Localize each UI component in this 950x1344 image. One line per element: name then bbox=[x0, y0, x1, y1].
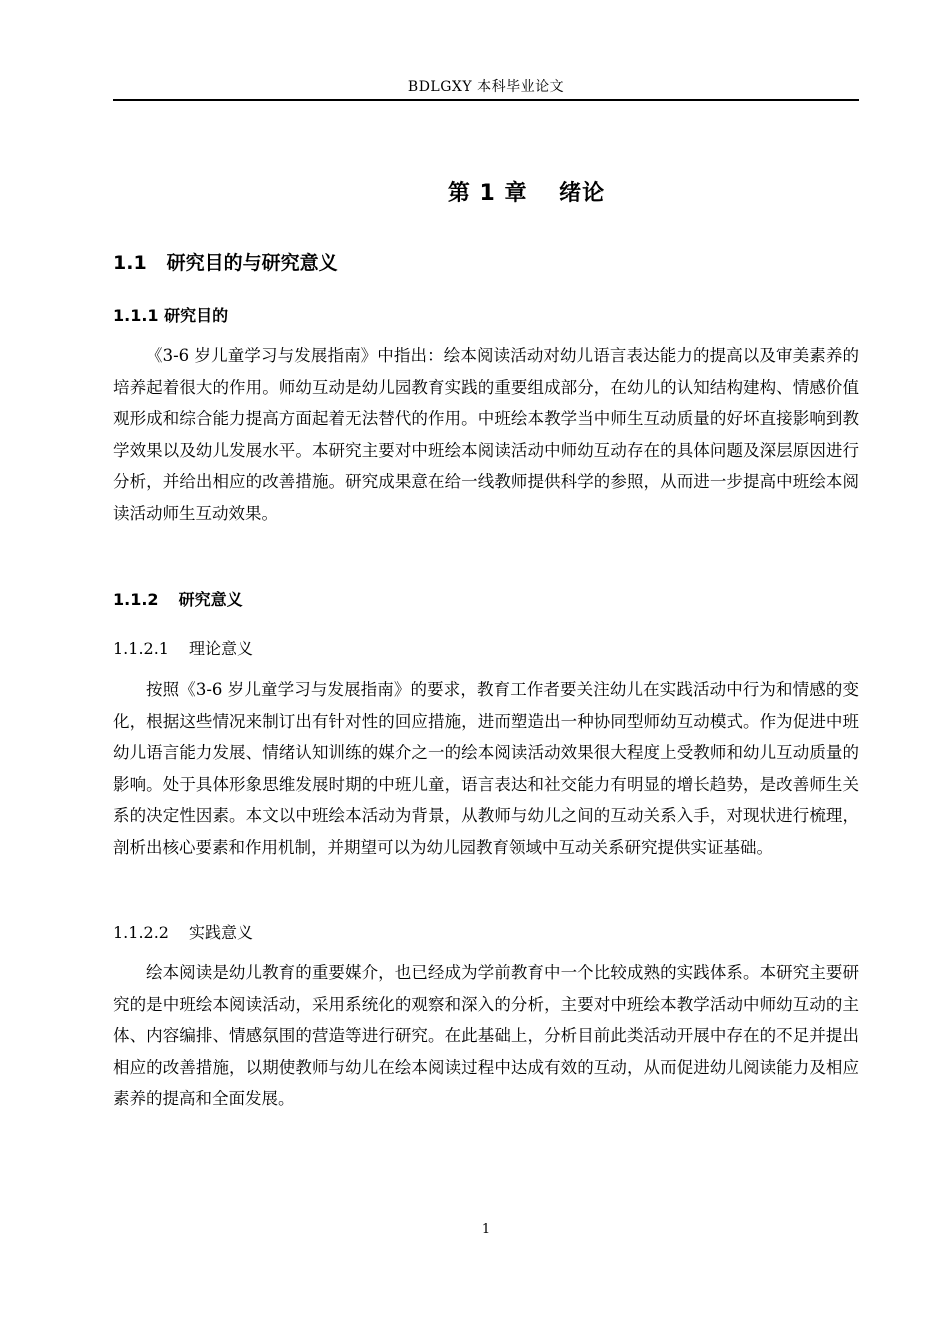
section-heading-1-1 bbox=[113, 248, 338, 275]
page-number: 1 bbox=[481, 1222, 491, 1237]
section-title: 实践意义 bbox=[188, 923, 253, 942]
section-heading-1-1-2 bbox=[113, 587, 243, 610]
section-title: 研究意义 bbox=[178, 590, 243, 609]
section-number: 1.1.2.2 bbox=[113, 923, 169, 942]
paragraph-research-purpose: 《3-6 岁儿童学习与发展指南》中指出：绘本阅读活动对幼儿语言表达能力的提高以及审美素养的培养起着很大的作用。师幼互动是幼儿园教育实践的重要组成部分，在幼儿的认知结构建构、情感价值观形成和综合能力提高方面起着无法替代的作用。中班绘本教学当中师生互动质量的好坏直接影响到教学效果以及幼儿发展水平。本研究主要对中班绘本阅读活动中师幼互动存在的具体问题及深层原因进行分析，并给出相应的改善措施。研究成果意在给一线教师提供科学的参照，从而进一步提高中班绘本阅读活动师生互动效果。 bbox=[113, 346, 859, 523]
paragraph-theoretical-significance: 按照《3-6 岁儿童学习与发展指南》的要求，教育工作者要关注幼儿在实践活动中行为和情感的变化，根据这些情况来制订出有针对性的回应措施，进而塑造出一种协同型师幼互动模式。作为促进中班幼儿语言能力发展、情绪认知训练的媒介之一的绘本阅读活动效果很大程度上受教师和幼儿互动质量的影响。处于具体形象思维发展时期的中班儿童，语言表达和社交能力有明显的增长趋势，是改善师生关系的决定性因素。本文以中班绘本活动为背景，从教师与幼儿之间的互动关系入手，对现状进行梳理，剖析出核心要素和作用机制，并期望可以为幼儿园教育领域中互动关系研究提供实证基础。 bbox=[113, 680, 859, 857]
paragraph-practical-significance: 绘本阅读是幼儿教育的重要媒介，也已经成为学前教育中一个比较成熟的实践体系。本研究主要研究的是中班绘本阅读活动，采用系统化的观察和深入的分析，主要对中班绘本教学活动中师幼互动的主体、内容编排、情感氛围的营造等进行研究。在此基础上，分析目前此类活动开展中存在的不足并提出相应的改善措施，以期使教师与幼儿在绘本阅读过程中达成有效的互动，从而促进幼儿阅读能力及相应素养的提高和全面发展。 bbox=[113, 963, 859, 1108]
chapter-title: 第 1 章 绪论 bbox=[447, 181, 606, 206]
section-heading-1-1-1: 1.1.1 研究目的 bbox=[113, 306, 229, 325]
section-number: 1.1.2.1 bbox=[113, 639, 169, 658]
section-heading-1-1-2-1 bbox=[113, 636, 253, 659]
header-rule bbox=[113, 99, 859, 101]
section-title: 理论意义 bbox=[188, 639, 253, 658]
section-title: 研究目的与研究意义 bbox=[166, 252, 338, 274]
section-heading-1-1-2-2 bbox=[113, 920, 253, 943]
section-number: 1.1.2 bbox=[113, 590, 159, 609]
running-header: BDLGXY 本科毕业论文 bbox=[407, 79, 565, 95]
section-number: 1.1 bbox=[113, 252, 147, 274]
